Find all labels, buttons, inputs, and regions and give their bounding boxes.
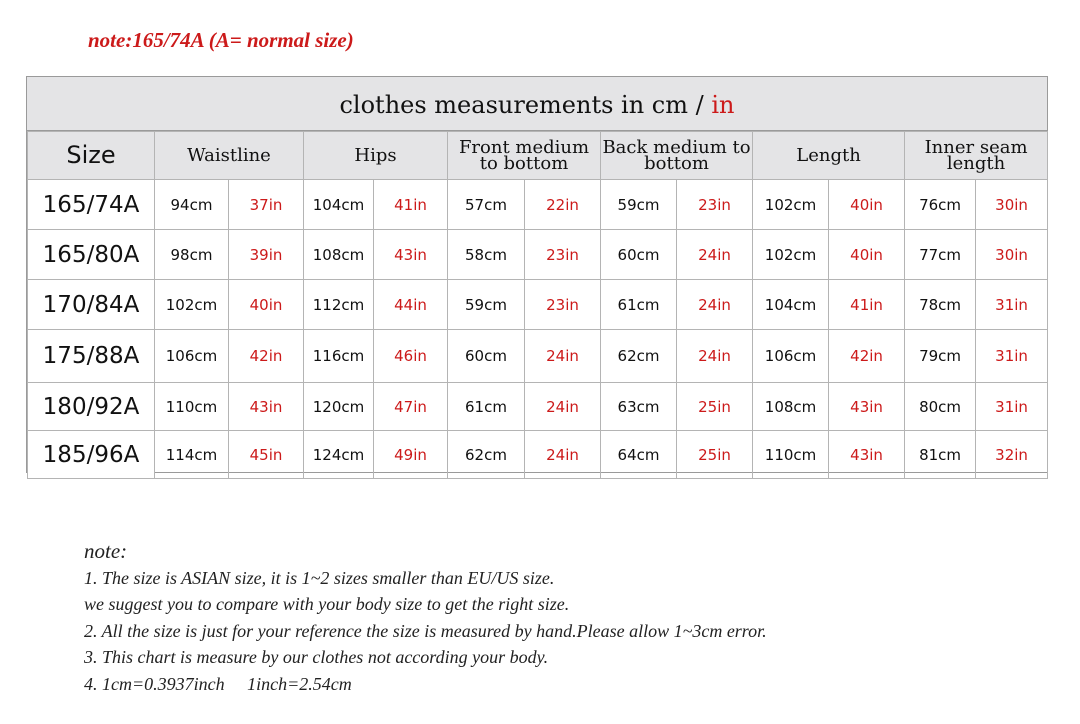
inch-value: 43in	[229, 383, 304, 431]
cm-value: 108cm	[753, 383, 829, 431]
cm-value: 81cm	[905, 431, 976, 479]
inch-value: 41in	[829, 280, 905, 330]
inch-value: 31in	[976, 280, 1048, 330]
cm-value: 79cm	[905, 330, 976, 383]
notes-heading: note:	[84, 539, 128, 563]
inch-value: 39in	[229, 230, 304, 280]
inch-value: 22in	[525, 180, 601, 230]
inch-value: 24in	[525, 431, 601, 479]
cm-value: 57cm	[448, 180, 525, 230]
cm-value: 94cm	[155, 180, 229, 230]
cm-value: 112cm	[304, 280, 374, 330]
size-note: note:165/74A (A= normal size)	[88, 28, 354, 52]
note-line: we suggest you to compare with your body size to get the right size.	[84, 594, 570, 614]
note-line: 2. All the size is just for your reference the size is measured by hand.Please allow 1~3cm error.	[84, 620, 767, 641]
header-row	[28, 132, 1048, 180]
header-back-medium: Back medium to bottom	[601, 132, 753, 180]
header-front-medium: Front medium to bottom	[448, 132, 601, 180]
inch-value: 43in	[374, 230, 448, 280]
inch-value: 45in	[229, 431, 304, 479]
inch-value: 23in	[677, 180, 753, 230]
inch-value: 25in	[677, 431, 753, 479]
inch-value: 24in	[525, 383, 601, 431]
inch-value: 31in	[976, 383, 1048, 431]
cm-value: 59cm	[601, 180, 677, 230]
table-row	[28, 180, 1048, 230]
header-inner-seam: Inner seam length	[905, 132, 1048, 180]
cm-value: 106cm	[753, 330, 829, 383]
inch-value: 41in	[374, 180, 448, 230]
notes-section	[84, 538, 767, 697]
chart-title	[27, 77, 1047, 131]
inch-value: 31in	[976, 330, 1048, 383]
header-size: Size	[28, 132, 155, 180]
size-cell: 165/74A	[28, 180, 155, 230]
note-line: 1. The size is ASIAN size, it is 1~2 sizes smaller than EU/US size.	[84, 567, 555, 588]
cm-value: 59cm	[448, 280, 525, 330]
inch-value: 47in	[374, 383, 448, 431]
inch-value: 24in	[677, 230, 753, 280]
cm-value: 124cm	[304, 431, 374, 479]
inch-value: 44in	[374, 280, 448, 330]
table-row	[28, 383, 1048, 431]
cm-value: 104cm	[753, 280, 829, 330]
size-cell: 185/96A	[28, 431, 155, 479]
cm-value: 64cm	[601, 431, 677, 479]
cm-value: 80cm	[905, 383, 976, 431]
inch-value: 30in	[976, 230, 1048, 280]
cm-value: 63cm	[601, 383, 677, 431]
inch-value: 42in	[829, 330, 905, 383]
table-row	[28, 330, 1048, 383]
cm-value: 108cm	[304, 230, 374, 280]
inch-value: 32in	[976, 431, 1048, 479]
cm-value: 60cm	[448, 330, 525, 383]
note-line: 4. 1cm=0.3937inch 1inch=2.54cm	[84, 673, 352, 694]
cm-value: 78cm	[905, 280, 976, 330]
inch-value: 40in	[829, 230, 905, 280]
cm-value: 77cm	[905, 230, 976, 280]
measurement-table	[27, 131, 1048, 479]
cm-value: 76cm	[905, 180, 976, 230]
cm-value: 62cm	[448, 431, 525, 479]
header-waistline: Waistline	[155, 132, 304, 180]
size-cell: 165/80A	[28, 230, 155, 280]
inch-value: 40in	[829, 180, 905, 230]
inch-value: 24in	[525, 330, 601, 383]
inch-value: 37in	[229, 180, 304, 230]
inch-value: 24in	[677, 330, 753, 383]
cm-value: 114cm	[155, 431, 229, 479]
cm-value: 120cm	[304, 383, 374, 431]
table-row	[28, 280, 1048, 330]
cm-value: 61cm	[601, 280, 677, 330]
cm-value: 62cm	[601, 330, 677, 383]
note-line: 3. This chart is measure by our clothes not according your body.	[84, 647, 549, 667]
inch-value: 43in	[829, 431, 905, 479]
cm-value: 61cm	[448, 383, 525, 431]
inch-value: 23in	[525, 230, 601, 280]
size-cell: 180/92A	[28, 383, 155, 431]
cm-value: 102cm	[753, 230, 829, 280]
cm-value: 60cm	[601, 230, 677, 280]
cm-value: 98cm	[155, 230, 229, 280]
title-main: clothes measurements in cm	[339, 91, 688, 119]
header-length: Length	[753, 132, 905, 180]
inch-value: 43in	[829, 383, 905, 431]
inch-value: 24in	[677, 280, 753, 330]
cm-value: 58cm	[448, 230, 525, 280]
inch-value: 42in	[229, 330, 304, 383]
size-cell: 175/88A	[28, 330, 155, 383]
cm-value: 102cm	[753, 180, 829, 230]
inch-value: 46in	[374, 330, 448, 383]
inch-value: 25in	[677, 383, 753, 431]
table-row	[28, 431, 1048, 479]
title-in: in	[711, 91, 735, 119]
inch-value: 23in	[525, 280, 601, 330]
inch-value: 49in	[374, 431, 448, 479]
inch-value: 30in	[976, 180, 1048, 230]
inch-value: 40in	[229, 280, 304, 330]
cm-value: 110cm	[753, 431, 829, 479]
cm-value: 102cm	[155, 280, 229, 330]
header-hips: Hips	[304, 132, 448, 180]
cm-value: 104cm	[304, 180, 374, 230]
title-separator: /	[695, 91, 704, 119]
cm-value: 116cm	[304, 330, 374, 383]
size-cell: 170/84A	[28, 280, 155, 330]
cm-value: 110cm	[155, 383, 229, 431]
table-row	[28, 230, 1048, 280]
size-chart	[26, 76, 1048, 473]
cm-value: 106cm	[155, 330, 229, 383]
